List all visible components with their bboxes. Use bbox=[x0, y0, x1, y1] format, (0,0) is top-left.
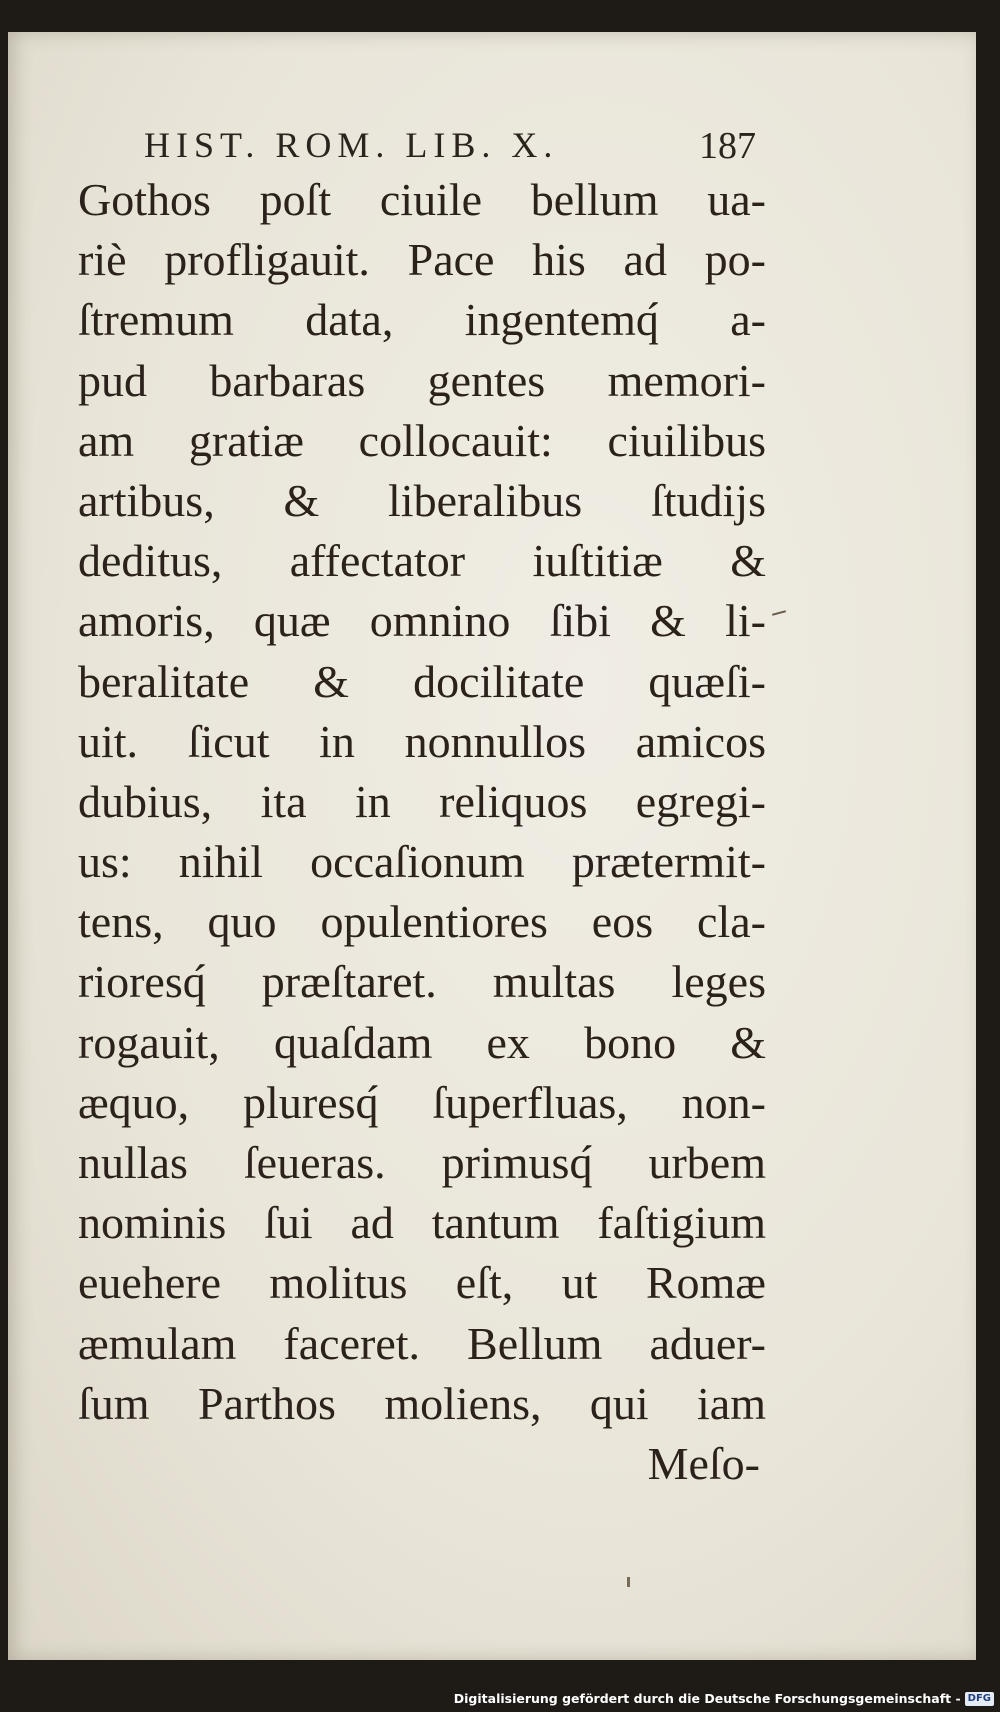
text-line: dubius, ita in reliquos egregi- bbox=[78, 775, 766, 827]
text-line: Gothos poſt ciuile bellum ua- bbox=[78, 174, 766, 225]
text-line: euehere molitus eſt, ut Romæ bbox=[78, 1257, 766, 1309]
text-line: artibus, & liberalibus ſtudijs bbox=[78, 474, 766, 526]
text-line: riè profligauit. Pace his ad po- bbox=[78, 234, 766, 286]
text-line: us: nihil occaſionum prætermit- bbox=[78, 836, 766, 888]
text-line: rioresq́ præſtaret. multas leges bbox=[78, 956, 766, 1008]
text-line: tens, quo opulentiores eos cla- bbox=[78, 896, 766, 948]
text-line: ſum Parthos moliens, qui iam bbox=[78, 1377, 766, 1429]
text-line: am gratiæ collocauit: ciuilibus bbox=[78, 414, 766, 466]
text-line: uit. ſicut in nonnullos amicos bbox=[78, 715, 766, 767]
ink-speck bbox=[627, 1577, 630, 1587]
digitization-footer bbox=[454, 1688, 994, 1710]
text-line: nominis ſui ad tantum faſtigium bbox=[78, 1197, 766, 1249]
text-line: amoris, quæ omnino ſibi & li- bbox=[78, 595, 766, 647]
text-line: rogauit, quaſdam ex bono & bbox=[78, 1016, 766, 1068]
text-line: nullas ſeueras. primusq́ urbem bbox=[78, 1137, 766, 1188]
footer-text: Digitalisierung gefördert durch die Deutsche Forschungsgemeinschaft - bbox=[453, 1691, 961, 1706]
dfg-logo-icon: DFG bbox=[965, 1692, 994, 1706]
text-line: deditus, affectator iuſtitiæ & bbox=[78, 535, 766, 587]
body-text bbox=[78, 170, 766, 1494]
text-line: æmulam faceret. Bellum aduer- bbox=[78, 1317, 766, 1369]
text-line: æquo, pluresq́ ſuperfluas, non- bbox=[78, 1076, 766, 1128]
text-line: beralitate & docilitate quæſi- bbox=[78, 655, 766, 707]
text-line: pud barbaras gentes memori- bbox=[78, 354, 766, 406]
running-head: HIST. ROM. LIB. X. bbox=[144, 125, 559, 165]
catchword: Meſo- bbox=[647, 1437, 760, 1489]
page-number: 187 bbox=[699, 125, 756, 167]
text-line: ſtremum data, ingentemq́ a- bbox=[78, 294, 766, 346]
